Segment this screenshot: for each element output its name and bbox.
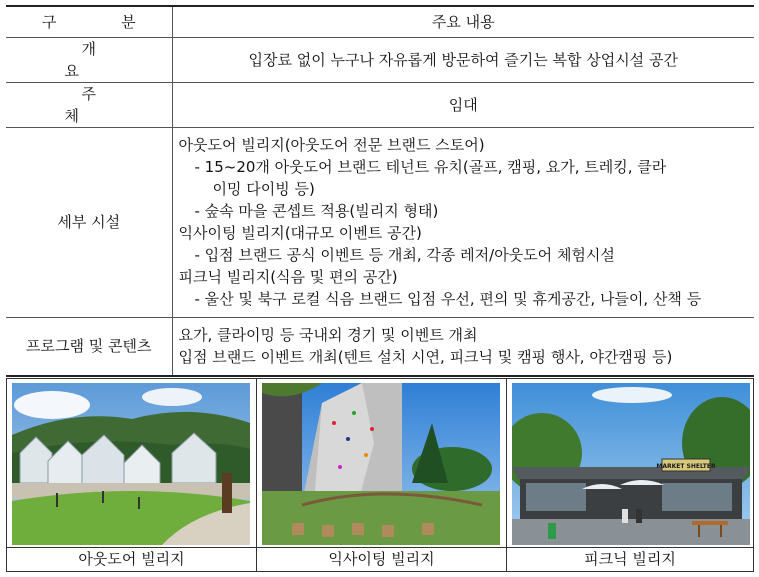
outdoor-village-image [12,383,250,545]
overview-content: 입장료 없이 누구나 자유롭게 방문하여 즐기는 복합 상업시설 공간 [248,50,678,69]
program-row [6,317,754,376]
program-label: 프로그램 및 콘텐츠 [26,337,152,356]
subject-content-cell [172,82,754,127]
detail-label-cell [6,127,172,317]
detail-line: 아웃도어 빌리지(아웃도어 전문 브랜드 스토어) [178,136,485,154]
header-content-cell [172,6,754,37]
detail-label: 세부 시설 [57,213,121,231]
outdoor-village-caption: 아웃도어 빌리지 [78,550,185,568]
detail-line: - 입점 브랜드 공식 이벤트 등 개최, 각종 레저/아웃도어 체험시설 [194,246,615,264]
detail-line: 익사이팅 빌리지(대규모 이벤트 공간) [178,224,422,242]
photo-panel [6,378,754,572]
overview-row [6,37,754,82]
detail-line: 이밍 다이빙 등) [212,180,315,198]
caption-row [7,547,753,571]
header-label: 구 분 [41,12,166,31]
subject-label-cell [6,82,172,127]
exciting-village-image [262,383,500,545]
program-content-cell [172,317,754,376]
picnic-village-caption: 피크닉 빌리지 [584,550,676,568]
picnic-village-image [512,383,750,545]
header-content: 주요 내용 [431,12,495,31]
detail-line: - 울산 및 북구 로컬 식음 브랜드 입점 우선, 편의 및 휴게공간, 나들이, 산책 등 [194,290,702,308]
facility-info-table [6,5,754,377]
overview-content-cell [172,37,754,82]
subject-label: 주 체 [64,84,130,125]
photo-divider [256,379,257,571]
detail-row [6,127,754,317]
program-line: 요가, 클라이밍 등 국내외 경기 및 이벤트 개최 [178,326,478,345]
photo-divider [506,379,507,571]
subject-content: 임대 [448,95,478,114]
exciting-village-photo [262,383,500,545]
program-line: 입점 브랜드 이벤트 개최(텐트 설치 시연, 피크닉 및 캠핑 행사, 야간캠핑 등) [178,348,673,367]
detail-content-cell [172,127,754,317]
picnic-village-photo [512,383,750,545]
detail-line: 피크닉 빌리지(식음 및 편의 공간) [178,268,398,286]
subject-row [6,82,754,127]
market-shelter-sign: MARKET SHELTER [656,463,716,470]
overview-label-cell [6,37,172,82]
detail-line: - 15~20개 아웃도어 브랜드 테넌트 유치(골프, 캠핑, 요가, 트레킹, 클라 [194,158,667,176]
outdoor-village-photo [12,383,250,545]
overview-label: 개 요 [64,39,130,80]
program-label-cell [6,317,172,376]
exciting-village-caption: 익사이팅 빌리지 [328,550,435,568]
table-header-row [6,6,754,37]
detail-line: - 숲속 마을 콘셉트 적용(빌리지 형태) [194,202,439,220]
header-label-cell [6,6,172,37]
